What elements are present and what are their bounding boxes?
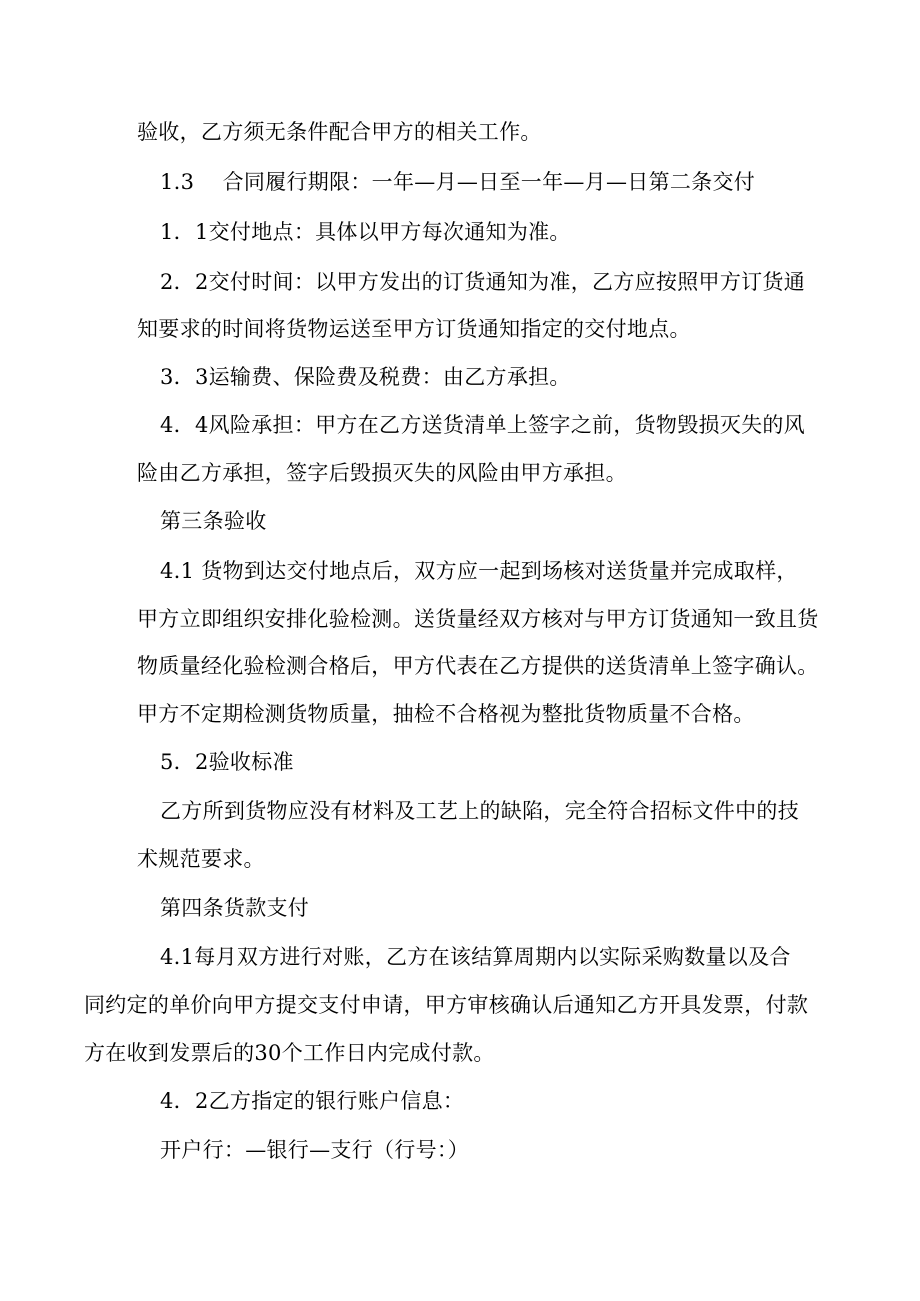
- paragraph-line-15: 乙方所到货物应没有材料及工艺上的缺陷，完全符合招标文件中的技: [160, 799, 799, 823]
- paragraph-line-11: 甲方立即组织安排化验检测。送货量经双方核对与甲方订货通知一致且货: [137, 607, 819, 631]
- paragraph-line-6: 3．3运输费、保险费及税费：由乙方承担。: [160, 365, 571, 389]
- section-heading-3: 第三条验收: [160, 509, 267, 533]
- paragraph-line-7: 4．4风险承担：甲方在乙方送货清单上签字之前，货物毁损灭失的风: [160, 413, 806, 437]
- paragraph-line-1: 验收，乙方须无条件配合甲方的相关工作。: [137, 120, 542, 144]
- paragraph-line-3: 1．1交付地点：具体以甲方每次通知为准。: [160, 220, 571, 244]
- paragraph-line-16: 术规范要求。: [137, 847, 265, 871]
- paragraph-line-4: 2．2交付时间：以甲方发出的订货通知为准，乙方应按照甲方订货通: [160, 270, 806, 294]
- paragraph-line-2: 1.3 合同履行期限：一年—月—日至一年—月—日第二条交付: [160, 170, 756, 194]
- paragraph-line-10: 4.1 货物到达交付地点后，双方应一起到场核对送货量并完成取样，: [160, 559, 798, 583]
- paragraph-line-19: 同约定的单价向甲方提交支付申请，甲方审核确认后通知乙方开具发票，付款: [84, 993, 809, 1017]
- paragraph-line-18: 4.1每月双方进行对账，乙方在该结算周期内以实际采购数量以及合: [160, 945, 791, 969]
- paragraph-line-20: 方在收到发票后的30个工作日内完成付款。: [84, 1041, 495, 1065]
- paragraph-line-12: 物质量经化验检测合格后，甲方代表在乙方提供的送货清单上签字确认。: [137, 654, 819, 678]
- paragraph-line-13: 甲方不定期检测货物质量，抽检不合格视为整批货物质量不合格。: [137, 702, 755, 726]
- section-heading-4: 第四条货款支付: [160, 896, 310, 920]
- paragraph-line-8: 险由乙方承担，签字后毁损灭失的风险由甲方承担。: [137, 461, 627, 485]
- paragraph-line-22: 开户行：—银行—支行（行号：）: [160, 1138, 469, 1162]
- paragraph-line-5: 知要求的时间将货物运送至甲方订货通知指定的交付地点。: [137, 317, 691, 341]
- paragraph-line-21: 4．2乙方指定的银行账户信息：: [160, 1089, 465, 1113]
- paragraph-line-14: 5．2验收标准: [160, 750, 294, 774]
